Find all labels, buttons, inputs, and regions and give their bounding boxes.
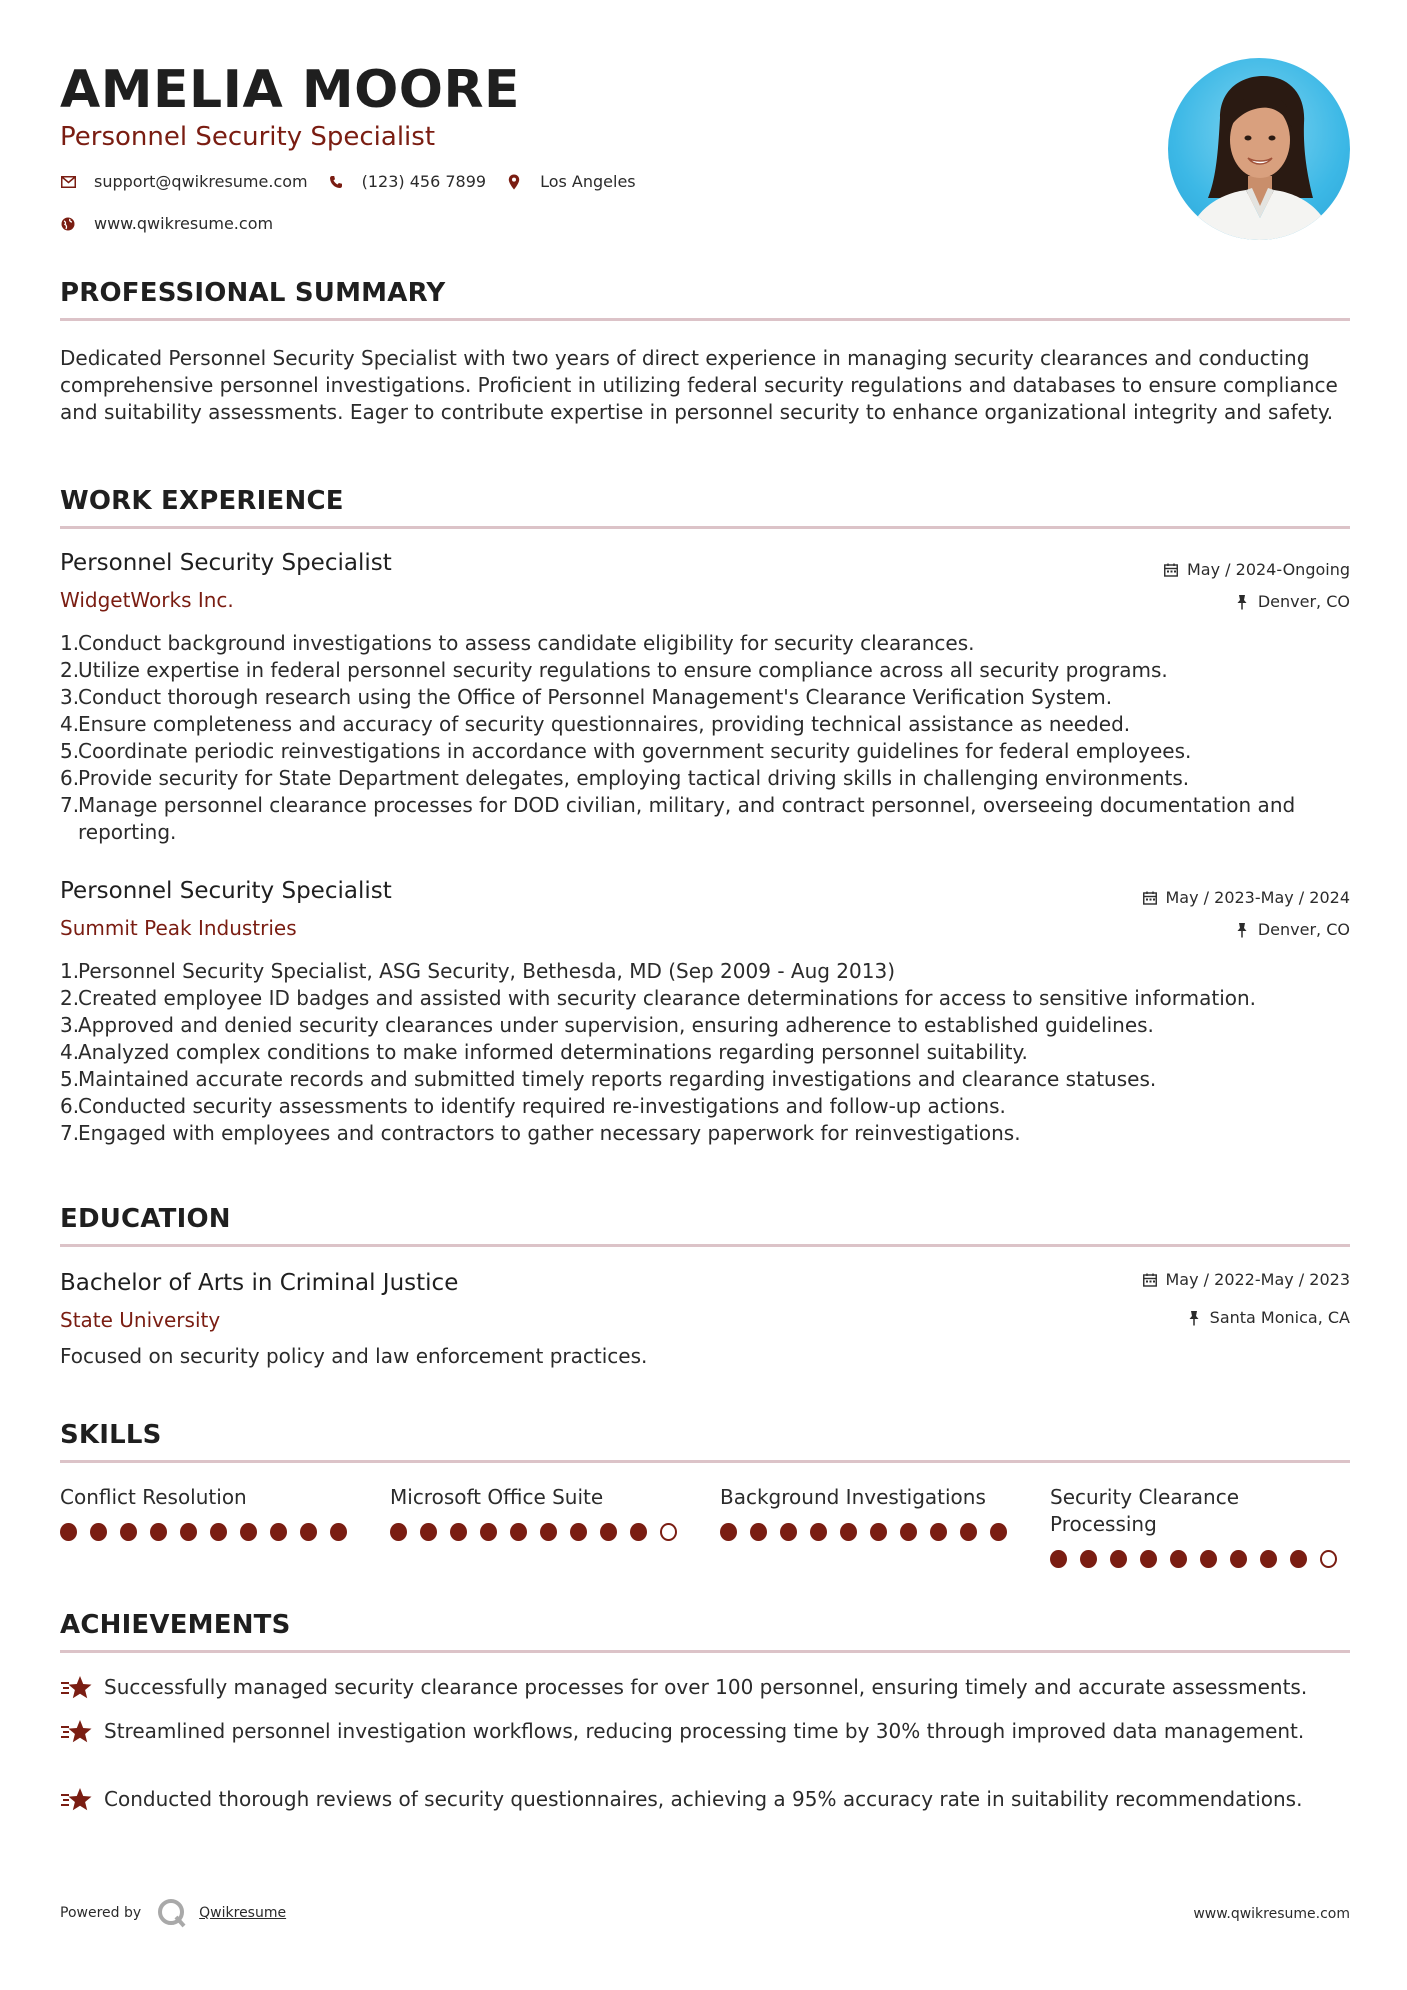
powered-by-label: Powered by bbox=[60, 1905, 142, 1921]
skill-name: Microsoft Office Suite bbox=[390, 1485, 604, 1509]
rating-dot-filled bbox=[210, 1523, 227, 1541]
rating-dot-filled bbox=[1080, 1550, 1097, 1568]
rating-dot-filled bbox=[720, 1523, 737, 1541]
skill-rating bbox=[1050, 1550, 1350, 1568]
rating-dot-filled bbox=[270, 1523, 287, 1541]
list-item: Provide security for State Department delegates, employing tactical driving skills in challenging environments. bbox=[78, 766, 1190, 790]
envelope-icon bbox=[60, 174, 76, 190]
list-item: Created employee ID badges and assisted with security clearance determinations for access to sensitive information. bbox=[78, 986, 1257, 1010]
pushpin-icon bbox=[1234, 594, 1250, 610]
rating-dot-filled bbox=[180, 1523, 197, 1541]
rating-dot-filled bbox=[420, 1523, 437, 1541]
job-location-text: Denver, CO bbox=[1257, 920, 1350, 939]
candidate-title: Personnel Security Specialist bbox=[60, 122, 436, 152]
rating-dot-filled bbox=[120, 1523, 137, 1541]
pushpin-icon bbox=[1186, 1310, 1202, 1326]
rating-dot-filled bbox=[960, 1523, 977, 1541]
rating-dot-filled bbox=[870, 1523, 887, 1541]
phone-text: (123) 456 7899 bbox=[361, 172, 487, 191]
calendar-icon bbox=[1163, 562, 1179, 578]
contact-row bbox=[60, 172, 656, 191]
footer-powered-by bbox=[60, 1898, 286, 1928]
list-item: Utilize expertise in federal personnel security regulations to ensure compliance across all security programs. bbox=[78, 658, 1168, 682]
brand-link[interactable]: Qwikresume bbox=[199, 1905, 287, 1921]
star-award-icon bbox=[60, 1674, 92, 1702]
achievement-text: Successfully managed security clearance processes for over 100 personnel, ensuring timely and accurate assessments. bbox=[104, 1675, 1308, 1699]
rating-dot-filled bbox=[300, 1523, 317, 1541]
job-date-text: May / 2023-May / 2024 bbox=[1165, 888, 1350, 907]
job-location bbox=[1234, 920, 1350, 939]
rating-dot-filled bbox=[1110, 1550, 1127, 1568]
achievement-item bbox=[60, 1718, 1350, 1746]
rating-dot-filled bbox=[540, 1523, 557, 1541]
achievement-item bbox=[60, 1674, 1350, 1702]
job-date bbox=[1163, 560, 1350, 579]
list-item: Engaged with employees and contractors to gather necessary paperwork for reinvestigations. bbox=[78, 1121, 1021, 1145]
skill-rating bbox=[390, 1523, 690, 1541]
section-heading-summary: PROFESSIONAL SUMMARY bbox=[60, 278, 1350, 321]
rating-dot-filled bbox=[480, 1523, 497, 1541]
rating-dot-filled bbox=[810, 1523, 827, 1541]
list-item: Approved and denied security clearances under supervision, ensuring adherence to established guidelines. bbox=[78, 1013, 1154, 1037]
rating-dot-filled bbox=[630, 1523, 647, 1541]
job-bullets bbox=[60, 630, 1350, 846]
rating-dot-filled bbox=[90, 1523, 107, 1541]
rating-dot-filled bbox=[1140, 1550, 1157, 1568]
list-item: Personnel Security Specialist, ASG Security, Bethesda, MD (Sep 2009 - Aug 2013) bbox=[78, 959, 896, 983]
degree-title: Bachelor of Arts in Criminal Justice bbox=[60, 1270, 459, 1296]
rating-dot-filled bbox=[840, 1523, 857, 1541]
list-item: Manage personnel clearance processes for DOD civilian, military, and contract personnel, overseeing documentation and reporting. bbox=[78, 793, 1296, 844]
job-bullets bbox=[60, 958, 1350, 1147]
rating-dot-filled bbox=[240, 1523, 257, 1541]
rating-dot-filled bbox=[510, 1523, 527, 1541]
skill-item bbox=[60, 1484, 360, 1541]
job-location-text: Denver, CO bbox=[1257, 592, 1350, 611]
skill-name: Conflict Resolution bbox=[60, 1485, 247, 1509]
resume-page bbox=[60, 0, 1350, 1990]
rating-dot-filled bbox=[1260, 1550, 1277, 1568]
star-award-icon bbox=[60, 1786, 92, 1814]
rating-dot-filled bbox=[1170, 1550, 1187, 1568]
rating-dot-filled bbox=[1230, 1550, 1247, 1568]
profile-photo bbox=[1168, 58, 1350, 240]
skill-item bbox=[720, 1484, 1020, 1541]
rating-dot-filled bbox=[1050, 1550, 1067, 1568]
job-company: Summit Peak Industries bbox=[60, 916, 297, 940]
education-location-text: Santa Monica, CA bbox=[1209, 1308, 1350, 1327]
education-date bbox=[1142, 1270, 1351, 1289]
star-award-icon bbox=[60, 1718, 92, 1746]
section-heading-experience: WORK EXPERIENCE bbox=[60, 486, 1350, 529]
job-company: WidgetWorks Inc. bbox=[60, 588, 234, 612]
skill-name: Background Investigations bbox=[720, 1485, 986, 1509]
education-description: Focused on security policy and law enforcement practices. bbox=[60, 1344, 648, 1368]
candidate-name: AMELIA MOORE bbox=[60, 60, 521, 120]
list-item: Conducted security assessments to identify required re-investigations and follow-up actions. bbox=[78, 1094, 1006, 1118]
contact-email[interactable] bbox=[60, 172, 308, 191]
skill-item bbox=[1050, 1484, 1350, 1568]
job-title: Personnel Security Specialist bbox=[60, 878, 392, 904]
rating-dot-filled bbox=[1290, 1550, 1307, 1568]
calendar-icon bbox=[1142, 890, 1158, 906]
section-heading-education: EDUCATION bbox=[60, 1204, 1350, 1247]
achievement-text: Streamlined personnel investigation workflows, reducing processing time by 30% through improved data management. bbox=[104, 1719, 1305, 1743]
job-title: Personnel Security Specialist bbox=[60, 550, 392, 576]
education-location bbox=[1186, 1308, 1350, 1327]
rating-dot-filled bbox=[780, 1523, 797, 1541]
section-heading-skills: SKILLS bbox=[60, 1420, 1350, 1463]
list-item: Conduct thorough research using the Office of Personnel Management's Clearance Verification System. bbox=[78, 685, 1113, 709]
rating-dot-empty bbox=[1320, 1550, 1337, 1568]
education-date-text: May / 2022-May / 2023 bbox=[1165, 1270, 1350, 1289]
rating-dot-empty bbox=[660, 1523, 677, 1541]
list-item: Ensure completeness and accuracy of security questionnaires, providing technical assistance as needed. bbox=[78, 712, 1131, 736]
website-text: www.qwikresume.com bbox=[94, 214, 274, 233]
rating-dot-filled bbox=[150, 1523, 167, 1541]
list-item: Analyzed complex conditions to make informed determinations regarding personnel suitability. bbox=[78, 1040, 1028, 1064]
rating-dot-filled bbox=[390, 1523, 407, 1541]
contact-website[interactable] bbox=[60, 214, 273, 233]
achievement-text: Conducted thorough reviews of security questionnaires, achieving a 95% accuracy rate in suitability recommendations. bbox=[104, 1787, 1303, 1811]
rating-dot-filled bbox=[900, 1523, 917, 1541]
job-location bbox=[1234, 592, 1350, 611]
contact-location bbox=[506, 172, 636, 191]
map-pin-icon bbox=[506, 174, 522, 190]
job-date bbox=[1142, 888, 1351, 907]
summary-text: Dedicated Personnel Security Specialist with two years of direct experience in managing security clearances and conducting comprehensive personnel investigations. Proficient in utilizing federal security regulations and databases to ensure compliance and suitability assessments. Eager to contribute expertise in personnel security to enhance organizational integrity and safety. bbox=[60, 346, 1338, 424]
rating-dot-filled bbox=[600, 1523, 617, 1541]
school-name: State University bbox=[60, 1308, 221, 1332]
rating-dot-filled bbox=[750, 1523, 767, 1541]
job-date-text: May / 2024-Ongoing bbox=[1187, 560, 1350, 579]
rating-dot-filled bbox=[330, 1523, 347, 1541]
contact-phone[interactable] bbox=[328, 172, 486, 191]
qwikresume-logo-icon bbox=[157, 1898, 187, 1928]
rating-dot-filled bbox=[990, 1523, 1007, 1541]
list-item: Conduct background investigations to assess candidate eligibility for security clearances. bbox=[78, 631, 975, 655]
skill-name: Security Clearance Processing bbox=[1050, 1485, 1240, 1536]
footer-url[interactable]: www.qwikresume.com bbox=[1193, 1906, 1350, 1922]
rating-dot-filled bbox=[930, 1523, 947, 1541]
rating-dot-filled bbox=[450, 1523, 467, 1541]
rating-dot-filled bbox=[60, 1523, 77, 1541]
rating-dot-filled bbox=[570, 1523, 587, 1541]
globe-icon bbox=[60, 216, 76, 232]
list-item: Coordinate periodic reinvestigations in accordance with government security guidelines for federal employees. bbox=[78, 739, 1192, 763]
email-text: support@qwikresume.com bbox=[94, 172, 308, 191]
skill-rating bbox=[720, 1523, 1020, 1541]
skill-rating bbox=[60, 1523, 360, 1541]
phone-icon bbox=[328, 174, 344, 190]
location-text: Los Angeles bbox=[540, 172, 636, 191]
section-heading-achievements: ACHIEVEMENTS bbox=[60, 1610, 1350, 1653]
calendar-icon bbox=[1142, 1272, 1158, 1288]
list-item: Maintained accurate records and submitted timely reports regarding investigations and clearance statuses. bbox=[78, 1067, 1157, 1091]
rating-dot-filled bbox=[1200, 1550, 1217, 1568]
skill-item bbox=[390, 1484, 690, 1541]
achievement-item bbox=[60, 1786, 1350, 1814]
pushpin-icon bbox=[1234, 922, 1250, 938]
